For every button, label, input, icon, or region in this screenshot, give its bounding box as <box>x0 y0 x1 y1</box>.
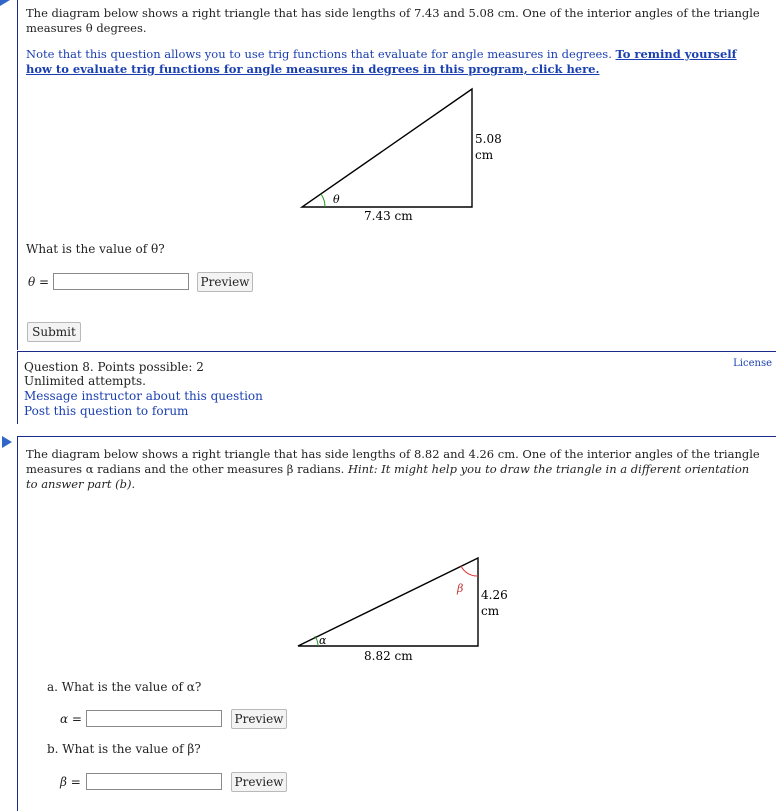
question-marker-icon <box>0 0 10 6</box>
alpha-label: α <box>319 634 327 647</box>
theta-answer-input[interactable] <box>53 273 189 290</box>
side-length-value-2: 4.26 <box>481 588 508 602</box>
triangle-diagram-2 <box>294 552 514 667</box>
theta-answer-label: θ = <box>28 275 50 289</box>
note-text: Note that this question allows you to use trig functions that evaluate for angle measures in degrees. <box>26 47 616 61</box>
triangle-diagram-1 <box>298 86 508 226</box>
trig-help-link[interactable]: To remind yourself how to evaluate trig functions for angle measures in degrees in this program, click here. <box>26 47 737 76</box>
question-1-prompt: The diagram below shows a right triangle that has side lengths of 7.43 and 5.08 cm. One of the interior angles of the triangle measures θ degrees. <box>26 6 760 35</box>
part-b-question: b. What is the value of β? <box>47 742 201 756</box>
theta-angle-arc <box>321 194 325 207</box>
alpha-answer-input[interactable] <box>86 710 222 727</box>
question-2-marker-icon <box>2 436 12 448</box>
question-meta <box>17 351 776 424</box>
beta-answer-input[interactable] <box>86 773 222 790</box>
theta-preview-button[interactable]: Preview <box>197 272 253 292</box>
theta-label: θ <box>333 193 340 206</box>
question-1-ask: What is the value of θ? <box>26 242 165 256</box>
attempts-text: Unlimited attempts. <box>24 374 146 388</box>
license-link[interactable]: License <box>733 358 772 369</box>
beta-answer-label: β = <box>60 775 81 789</box>
side-length-value-1: 5.08 <box>475 132 502 146</box>
part-a-question: a. What is the value of α? <box>47 680 202 694</box>
post-forum-link[interactable]: Post this question to forum <box>24 404 189 418</box>
triangle-1-shape <box>302 89 472 207</box>
question-1-note <box>26 47 761 77</box>
base-length-label-2: 8.82 cm <box>364 649 413 663</box>
question-points: Question 8. Points possible: 2 <box>24 360 204 374</box>
question-2-prompt <box>26 447 761 492</box>
alpha-answer-label: α = <box>60 712 82 726</box>
message-instructor-link[interactable]: Message instructor about this question <box>24 389 263 403</box>
beta-label: β <box>457 582 464 595</box>
side-length-unit-1: cm <box>475 148 494 162</box>
question-2-hint: Hint: It might help you to draw the triangle in a different orientation to answer part (b). <box>26 462 750 491</box>
triangle-2-shape <box>298 558 478 646</box>
side-length-unit-2: cm <box>481 604 500 618</box>
alpha-preview-button[interactable]: Preview <box>231 709 287 729</box>
question-2-prompt-main: The diagram below shows a right triangle that has side lengths of 8.82 and 4.26 cm. One of the interior angles of the triangle measures α radians and the other measures β radians. <box>26 447 760 476</box>
base-length-label-1: 7.43 cm <box>364 209 413 223</box>
submit-button[interactable]: Submit <box>27 322 81 342</box>
beta-angle-arc <box>461 566 478 576</box>
beta-preview-button[interactable]: Preview <box>231 772 287 792</box>
